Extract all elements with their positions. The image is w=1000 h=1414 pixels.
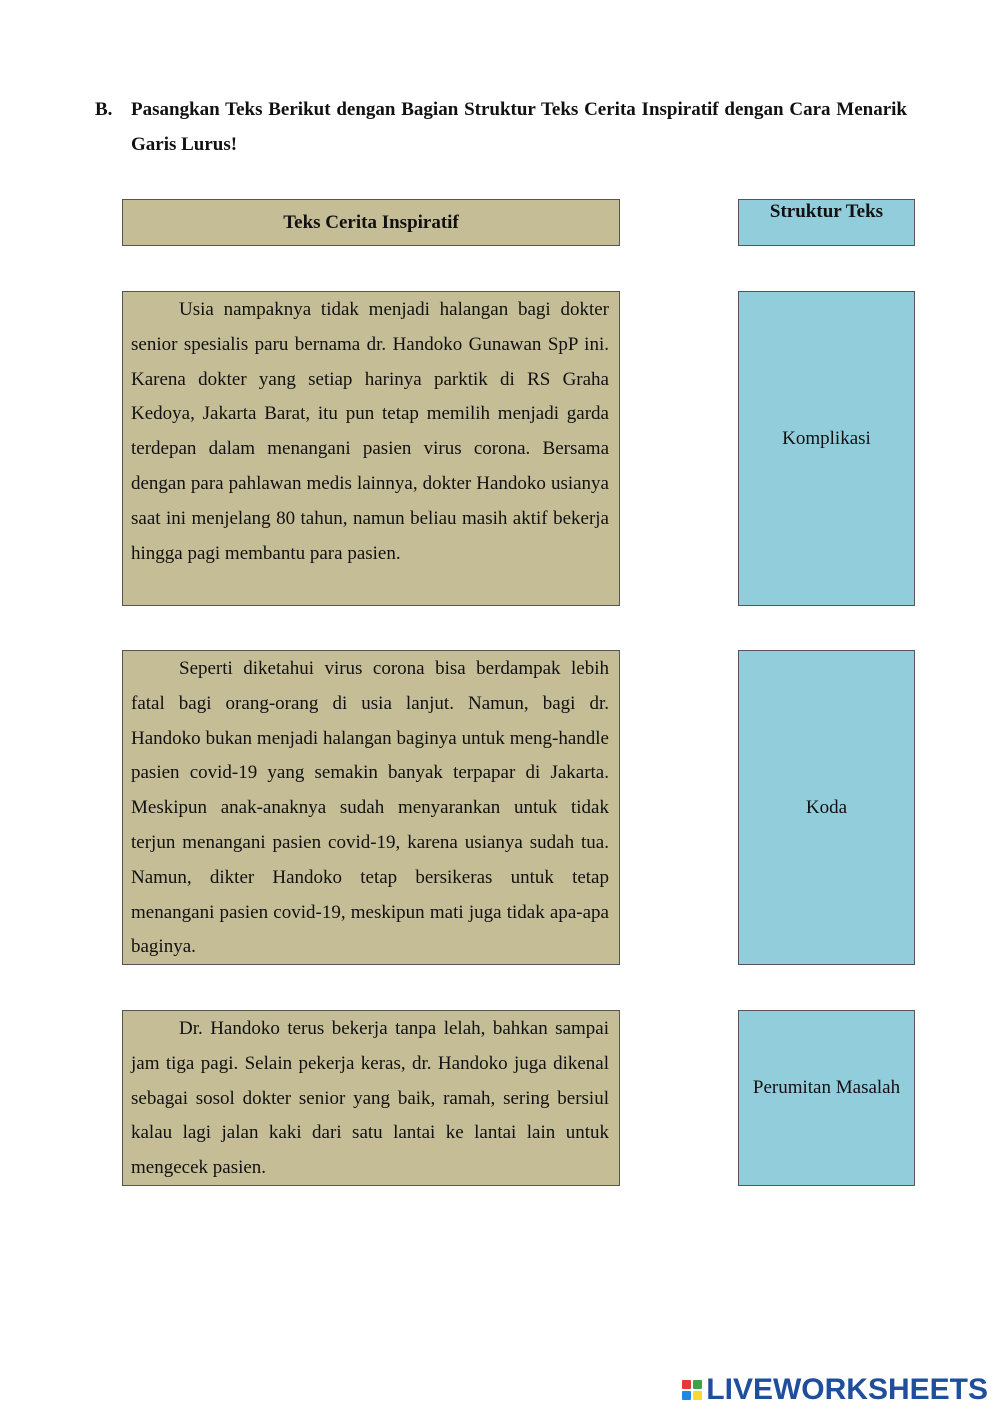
- structure-label: Koda: [805, 796, 848, 818]
- instruction-text: Pasangkan Teks Berikut dengan Bagian Struktur Teks Cerita Inspiratif dengan Cara Menarik Garis Lurus!: [131, 99, 907, 155]
- logo-squares-icon: [682, 1380, 702, 1400]
- story-paragraph-text: Seperti diketahui virus corona bisa berdampak lebih fatal bagi orang-orang di usia lanjut. Namun, bagi dr. Handoko bukan menjadi halangan baginya untuk meng-handle pasien covid-19 yang semakin banyak terpapar di Jakarta. Meskipun anak-anaknya sudah menyarankan untuk tidak terjun menangani pasien covid-19, karena usianya sudah tua. Namun, dikter Handoko tetap bersikeras untuk tetap menangani pasien covid-19, meskipun mati juga tidak apa-apa baginya.: [131, 658, 609, 958]
- story-paragraph-2[interactable]: [122, 650, 620, 965]
- story-paragraph-text: Dr. Handoko terus bekerja tanpa lelah, bahkan sampai jam tiga pagi. Selain pekerja keras, dr. Handoko juga dikenal sebagai sosol dokter senior yang baik, ramah, sering bersiul kalau lagi jalan kaki dari satu lantai ke lantai lain untuk mengecek pasien.: [131, 1018, 609, 1179]
- logo-square: [693, 1391, 702, 1400]
- logo-square: [693, 1380, 702, 1389]
- structure-box-1[interactable]: [738, 291, 915, 606]
- header-story-text: Teks Cerita Inspiratif: [122, 199, 620, 246]
- structure-label: Komplikasi: [782, 427, 871, 449]
- liveworksheets-logo: [682, 1372, 988, 1408]
- instruction-number: B.: [95, 99, 113, 120]
- logo-text: LIVEWORKSHEETS: [706, 1373, 988, 1406]
- logo-square: [682, 1380, 691, 1389]
- story-paragraph-1[interactable]: [122, 291, 620, 606]
- story-paragraph-text: Usia nampaknya tidak menjadi halangan bagi dokter senior spesialis paru bernama dr. Handoko Gunawan SpP ini. Karena dokter yang setiap harinya parktik di RS Graha Kedoya, Jakarta Barat, itu pun tetap memilih menjadi garda terdepan dalam menangani pasien virus corona. Bersama dengan para pahlawan medis lainnya, dokter Handoko usianya saat ini menjelang 80 tahun, namun beliau masih aktif bekerja hingga pagi membantu para pasien.: [131, 299, 609, 564]
- header-text-structure: Struktur Teks: [738, 199, 915, 246]
- logo-square: [682, 1391, 691, 1400]
- structure-box-2[interactable]: [738, 650, 915, 965]
- instruction: [95, 92, 907, 162]
- story-paragraph-3[interactable]: [122, 1010, 620, 1186]
- structure-box-3[interactable]: [738, 1010, 915, 1186]
- structure-label: Perumitan Masalah: [752, 1077, 901, 1098]
